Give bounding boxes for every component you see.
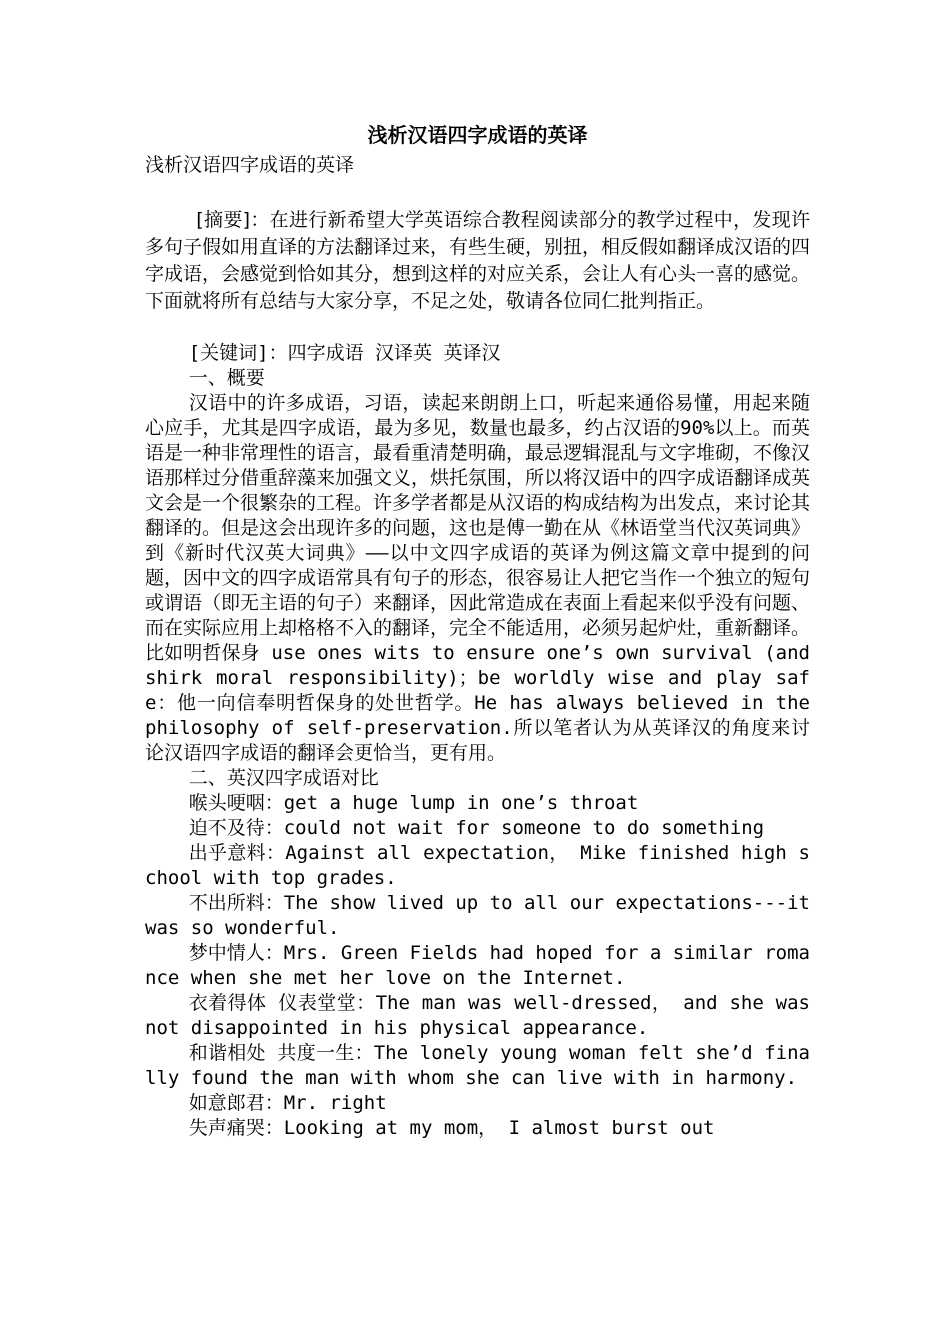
idiom-example: 和谐相处 共度一生：The lonely young woman felt she’d finally found the man with whom she can live with in harmony. (145, 1042, 810, 1089)
idiom-example: 迫不及待：could not wait for someone to do something (188, 817, 765, 839)
idiom-example: 衣着得体 仪表堂堂：The man was well-dressed， and she was not disappointed in his physical appearance. (145, 992, 810, 1039)
document-title: 浅析汉语四字成语的英译 (367, 123, 588, 147)
idiom-example: 不出所料：The show lived up to all our expectations---it was so wonderful. (145, 892, 810, 939)
keywords-line: [关键词]：四字成语 汉译英 英译汉 (188, 342, 501, 364)
idiom-example: 喉头哽咽：get a huge lump in one’s throat (188, 792, 639, 814)
document-page (145, 120, 810, 1141)
abstract-paragraph: [摘要]：在进行新希望大学英语综合教程阅读部分的教学过程中，发现许多句子假如用直译的方法翻译过来，有些生硬，别扭，相反假如翻译成汉语的四字成语，会感觉到恰如其分，想到这样的对应关系，会让人有心头一喜的感觉。下面就将所有总结与大家分享，不足之处，敬请各位同仁批判指正。 (145, 209, 811, 312)
idiom-example: 梦中情人：Mrs. Green Fields had hoped for a similar romance when she met her love on the Internet. (145, 942, 810, 989)
document-subtitle: 浅析汉语四字成语的英译 (145, 154, 355, 176)
overview-paragraph: 汉语中的许多成语，习语，读起来朗朗上口，听起来通俗易懂，用起来随心应手，尤其是四字成语，最为多见，数量也最多，约占汉语的90%以上。而英语是一种非常理性的语言，最看重清楚明确，最忌逻辑混乱与文字堆砌，不像汉语那样过分借重辞藻来加强文义，烘托氛围，所以将汉语中的四字成语翻译成英文会是一个很繁杂的工程。许多学者都是从汉语的构成结构为出发点，来讨论其翻译的。但是这会出现许多的问题，这也是傅一勤在从《林语堂当代汉英词典》到《新时代汉英大词典》——以中文四字成语的英译为例这篇文章中提到的问题，因中文的四字成语常具有句子的形态，很容易让人把它当作一个独立的短句或谓语（即无主语的句子）来翻译，因此常造成在表面上看起来似乎没有问题、而在实际应用上却格格不入的翻译，完全不能适用，必须另起炉灶，重新翻译。比如明哲保身 use ones wits to ensure one’s own survival (and shirk moral responsibility)；be worldly wise and play safe：他一向信奉明哲保身的处世哲学。He has always believed in the philosophy of self-preservation.所以笔者认为从英译汉的角度来讨论汉语四字成语的翻译会更恰当，更有用。 (145, 392, 811, 764)
idiom-example: 出乎意料：Against all expectation， Mike finished high school with top grades. (145, 842, 810, 889)
idiom-example: 如意郎君：Mr. right (188, 1092, 387, 1114)
section-heading-overview: 一、概要 (188, 367, 265, 389)
section-heading-comparison: 二、英汉四字成语对比 (188, 767, 379, 789)
idiom-example: 失声痛哭：Looking at my mom， I almost burst out (188, 1117, 715, 1139)
